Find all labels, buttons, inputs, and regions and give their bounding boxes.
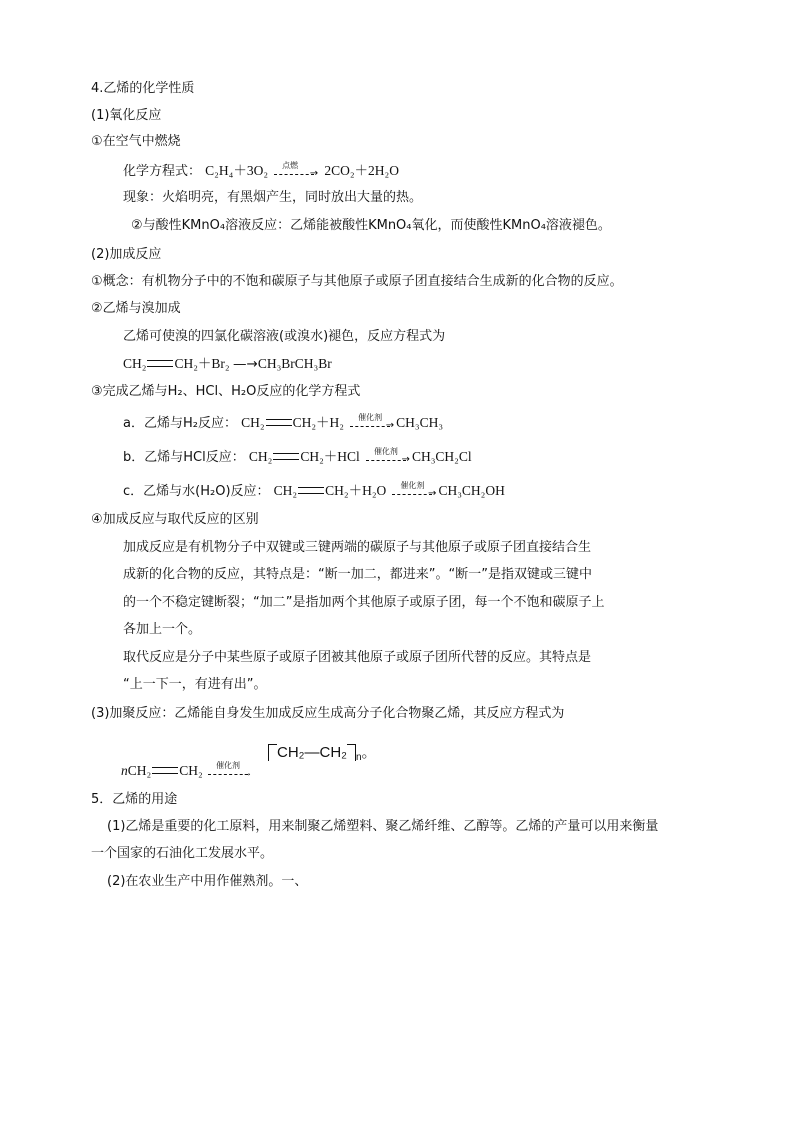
phenomenon-text: 现象：火焰明亮，有黑烟产生，同时放出大量的热。 (123, 190, 423, 205)
reaction-arrow: 催化剂 → (350, 417, 394, 431)
catalyst-label: 催化剂 (400, 480, 425, 490)
uses-p1-line2: 一个国家的石油化工发展水平。 (91, 846, 274, 861)
catalyst-label: 催化剂 (216, 760, 241, 770)
difference-p2-line1: 取代反应是分子中某些原子或原子团被其他原子或原子团所代替的反应。其特点是 (123, 650, 592, 665)
reaction-arrow: 点燃 → (274, 165, 318, 179)
eq-mid: CH₂＋H₂ (292, 415, 344, 430)
polymerization-left (121, 762, 254, 780)
eq-left: CH₂ (123, 356, 147, 371)
eq-right: CH₃CH₂OH (438, 483, 505, 498)
bromine-description: 乙烯可使溴的四氯化碳溶液(或溴水)褪色，反应方程式为 (123, 329, 446, 344)
section4-title: 4.乙烯的化学性质 (91, 81, 195, 96)
eq-label: c．乙烯与水(H₂O)反应： (123, 484, 270, 499)
eq-label: b．乙烯与HCl反应： (123, 450, 245, 465)
repeat-unit: CH₂—CH₂ (277, 744, 347, 761)
uses-p2: (2)在农业生产中用作催熟剂。一、 (107, 874, 308, 889)
uses-p1-line1: (1)乙烯是重要的化工原料，用来制聚乙烯塑料、聚乙烯纤维、乙醇等。乙烯的产量可以用来衡量 (107, 819, 659, 834)
eq-left: CH₂ (241, 415, 265, 430)
reaction-condition: 点燃 (282, 160, 299, 170)
combustion-equation (123, 162, 399, 181)
addition-concept: ①概念：有机物分子中的不饱和碳原子与其他原子或原子团直接结合生成新的化合物的反应。 (91, 274, 623, 289)
period: 。 (361, 744, 377, 761)
section5-title: 5．乙烯的用途 (91, 792, 178, 807)
equation-left: C₂H₄＋3O₂ (205, 163, 269, 178)
right-bracket (347, 744, 356, 761)
eq-mid: CH₂＋Br₂ (174, 356, 230, 371)
double-bond (273, 453, 299, 460)
eq-mid: CH₂ (179, 763, 203, 778)
double-bond (147, 360, 173, 367)
difference-p1-line2: 成新的化合物的反应，其特点是：“断一加二，都进来”。“断一”是指双键或三键中 (123, 567, 592, 582)
difference-heading: ④加成反应与取代反应的区别 (91, 512, 259, 527)
difference-p1-line1: 加成反应是有机物分子中双键或三键两端的碳原子与其他原子或原子团直接结合生 (123, 540, 592, 555)
catalyst-label: 催化剂 (373, 446, 398, 456)
eq-right: CH₃CH₃ (396, 415, 444, 430)
reaction-arrow: 催化剂 → (208, 765, 252, 779)
eq-right: CH₃BrCH₃Br (257, 356, 332, 371)
eq-left: CH₂ (127, 763, 152, 778)
eq-right: CH₃CH₂Cl (411, 449, 472, 464)
eq-left: CH₂ (248, 449, 273, 464)
h2-equation (123, 414, 443, 433)
left-bracket (268, 744, 277, 761)
eq-label: a．乙烯与H₂反应： (123, 416, 237, 431)
eq-mid: CH₂＋HCl (300, 449, 360, 464)
equation-label: 化学方程式： (123, 164, 202, 179)
bromine-heading: ②乙烯与溴加成 (91, 301, 181, 316)
water-equation (123, 482, 505, 501)
difference-p2-line2: “上一下一，有进有出”。 (123, 677, 267, 692)
combustion-heading: ①在空气中燃烧 (91, 134, 181, 149)
hcl-equation (123, 448, 472, 467)
polymerization-heading: (3)加聚反应：乙烯能自身发生加成反应生成高分子化合物聚乙烯，其反应方程式为 (91, 706, 565, 721)
reaction-arrow: 催化剂 → (392, 485, 436, 499)
coefficient-n: n (121, 763, 128, 778)
addition-heading: (2)加成反应 (91, 247, 162, 262)
equation-right: 2CO₂＋2H₂O (324, 163, 399, 178)
difference-p1-line3: 的一个不稳定键断裂；“加二”是指加两个其他原子或原子团，每一个不饱和碳原子上 (123, 595, 605, 610)
subscript-n: n (355, 752, 362, 763)
bromine-equation: CH₂ CH₂＋Br₂ —→CH₃BrCH₃Br (123, 356, 332, 372)
double-bond (298, 487, 324, 494)
eq-left: CH₂ (273, 483, 298, 498)
double-bond (152, 767, 178, 774)
oxidation-heading: (1)氧化反应 (91, 108, 162, 123)
difference-p1-line4: 各加上一个。 (123, 622, 202, 637)
polyethylene-formula (268, 740, 377, 762)
reaction-arrow: 催化剂 → (366, 451, 410, 465)
kmno4-reaction-text: ②与酸性KMnO₄溶液反应：乙烯能被酸性KMnO₄氧化，而使酸性KMnO₄溶液褪色。 (131, 218, 611, 233)
eq-mid: CH₂＋H₂O (325, 483, 387, 498)
double-bond (266, 419, 292, 426)
complete-equations-heading: ③完成乙烯与H₂、HCl、H₂O反应的化学方程式 (91, 384, 361, 399)
catalyst-label: 催化剂 (358, 412, 383, 422)
